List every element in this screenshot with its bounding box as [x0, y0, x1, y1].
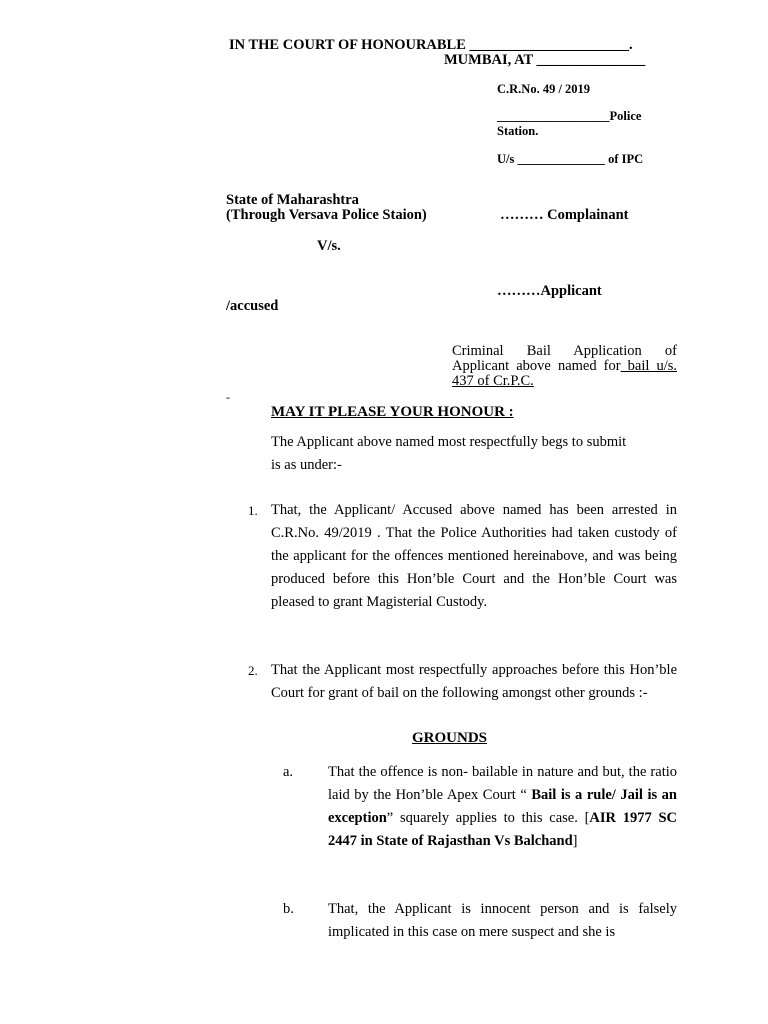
complainant-label: ……… Complainant — [500, 207, 629, 223]
court-heading-line2: MUMBAI, AT _______________ — [444, 52, 646, 68]
police-station-line — [497, 109, 677, 139]
police-station-blank: __________________ — [497, 109, 610, 123]
ground-a-text-1: That the offence is non- bailable in nature and but, the ratio laid by the Hon’ble Apex Court “ — [328, 764, 677, 803]
application-title-underlined: bail u/s. 437 of Cr.P.C. — [452, 358, 678, 389]
ground-a — [328, 761, 677, 853]
ground-letter: b. — [283, 901, 294, 917]
versus-label: V/s. — [317, 238, 341, 254]
grounds-heading: GROUNDS — [412, 730, 488, 746]
accused-label: /accused — [226, 298, 279, 314]
paragraph-number: 2. — [248, 663, 258, 678]
ground-a-maxim: Bail is a rule/ Jail is an exception — [328, 787, 678, 826]
paragraph-2: That the Applicant most respectfully approaches before this Hon’ble Court for grant of bail on the following amongst other grounds :- — [271, 662, 677, 701]
ground-a-text-3: ] — [572, 833, 578, 849]
intro-paragraph: The Applicant above named most respectfully begs to submit is as under:- — [271, 434, 627, 473]
applicant-label: ………Applicant — [497, 283, 602, 299]
paragraph-1: That, the Applicant/ Accused above named has been arrested in C.R.No. 49/2019 . That the Police Authorities had taken custody of the applicant for the offences mentioned hereinabove, and was being produced before this Hon’ble Court and the Hon’ble Court was pleased to grant Magisterial Custody. — [271, 502, 677, 610]
through-police-station: (Through Versava Police Staion) — [226, 207, 427, 223]
application-title-text: Criminal Bail Application of Applicant above named for — [452, 343, 677, 374]
police-station-cont: Station. — [497, 124, 539, 138]
stray-mark: - — [226, 390, 230, 404]
application-title — [452, 344, 677, 389]
section-line: U/s ______________ of IPC — [497, 152, 644, 166]
salutation: MAY IT PLEASE YOUR HONOUR : — [271, 404, 514, 420]
police-station-word: Police — [609, 109, 642, 123]
ground-b: That, the Applicant is innocent person and is falsely implicated in this case on mere suspect and she is — [328, 901, 677, 940]
case-number: C.R.No. 49 / 2019 — [497, 82, 591, 96]
ground-letter: a. — [283, 764, 294, 780]
ground-a-citation: AIR 1977 SC 2447 in State of Rajasthan Vs Balchand — [328, 810, 677, 849]
court-heading-line1: IN THE COURT OF HONOURABLE ______________________. — [229, 37, 633, 53]
ground-a-text-2: ” squarely applies to this case. [ — [386, 810, 590, 826]
paragraph-number: 1. — [248, 503, 258, 518]
state-name: State of Maharashtra — [226, 192, 359, 208]
